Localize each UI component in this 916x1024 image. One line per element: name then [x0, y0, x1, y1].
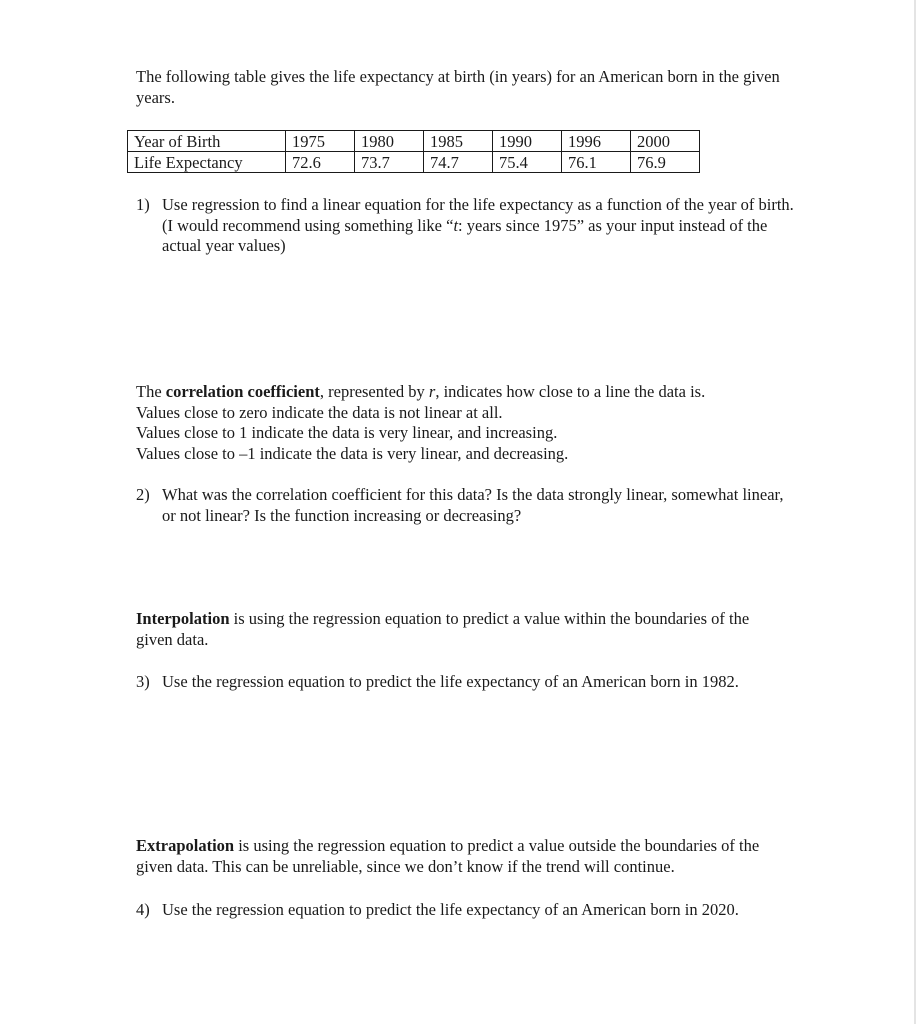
correlation-line-2: Values close to zero indicate the data is not linear at all. [136, 402, 503, 422]
table-cell: 1996 [562, 131, 631, 152]
table-cell: 1975 [286, 131, 355, 152]
text-fragment: The [136, 382, 166, 401]
table-cell: 2000 [631, 131, 700, 152]
interpolation-definition [136, 609, 786, 650]
question-1 [136, 195, 796, 257]
question-3 [136, 672, 796, 693]
correlation-line-1 [136, 382, 786, 403]
question-4 [136, 900, 796, 921]
text-fragment: is using the regression equation to predict a value outside the boundaries of the given data. This can be unreliable, since we don’t know if the trend will continue. [136, 836, 760, 876]
question-text-part: Use regression to find a linear equation for the life expectancy as a function of the year of birth. (I would recommend using something like “ [162, 195, 794, 235]
text-fragment: , indicates how close to a line the data is. [435, 382, 706, 401]
row-label-expectancy: Life Expectancy [128, 152, 286, 173]
table-cell: 76.1 [562, 152, 631, 173]
table-cell: 73.7 [355, 152, 424, 173]
correlation-line-4: Values close to –1 indicate the data is very linear, and decreasing. [136, 443, 569, 463]
question-item [136, 485, 796, 526]
question-text: Use the regression equation to predict the life expectancy of an American born in 1982. [162, 672, 739, 691]
question-text: Use the regression equation to predict the life expectancy of an American born in 2020. [162, 900, 739, 919]
term-correlation-coefficient: correlation coefficient [165, 382, 320, 401]
table-cell: 1980 [355, 131, 424, 152]
question-item [136, 672, 796, 693]
life-expectancy-table [127, 130, 700, 173]
row-label-year: Year of Birth [128, 131, 286, 152]
question-number: 2) [136, 485, 150, 504]
intro-text: The following table gives the life expectancy at birth (in years) for an American born in the given years. [136, 67, 780, 107]
interpolation-paragraph [136, 609, 786, 650]
table-cell: 74.7 [424, 152, 493, 173]
text-fragment: is using the regression equation to predict a value within the boundaries of the given data. [136, 609, 750, 649]
extrapolation-paragraph [136, 836, 786, 877]
term-extrapolation: Extrapolation [136, 836, 235, 855]
table-cell: 75.4 [493, 152, 562, 173]
intro-paragraph [136, 67, 786, 108]
table-row-years [128, 131, 700, 152]
question-number: 3) [136, 672, 150, 691]
extrapolation-definition [136, 836, 786, 877]
table-cell: 1985 [424, 131, 493, 152]
question-number: 1) [136, 195, 150, 214]
question-2 [136, 485, 796, 526]
table-row-expectancy [128, 152, 700, 173]
question-number: 4) [136, 900, 150, 919]
correlation-definition [136, 382, 786, 464]
correlation-line-3: Values close to 1 indicate the data is very linear, and increasing. [136, 423, 558, 442]
term-interpolation: Interpolation [136, 609, 230, 628]
variable-t: t [453, 215, 459, 235]
table-cell: 76.9 [631, 152, 700, 173]
table-cell: 72.6 [286, 152, 355, 173]
question-text: What was the correlation coefficient for this data? Is the data strongly linear, somewhat linear, or not linear? Is the function increasing or decreasing? [162, 485, 784, 525]
text-fragment: , represented by [319, 382, 429, 401]
question-item [136, 900, 796, 921]
question-text-part: : years since 1975” as your input instead of the actual year values) [162, 215, 768, 255]
question-item [136, 195, 796, 257]
variable-r: r [428, 382, 436, 401]
table-cell: 1990 [493, 131, 562, 152]
